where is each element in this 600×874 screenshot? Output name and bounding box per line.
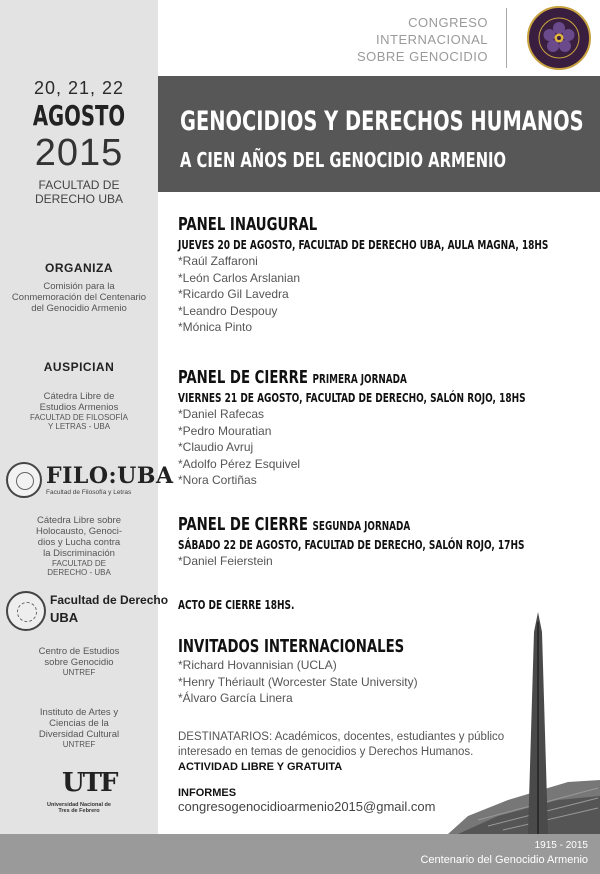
- venue-line: DERECHO UBA: [34, 192, 123, 206]
- instituto-sub: UNTREF: [62, 740, 96, 749]
- informes-label: INFORMES: [178, 787, 237, 799]
- speaker: *Pedro Mouratian: [178, 423, 272, 438]
- derecho-seal-icon: [6, 591, 46, 631]
- acto-de-cierre: ACTO DE CIERRE 18HS.: [178, 597, 295, 612]
- title-banner: [158, 76, 600, 192]
- organiza-line: Comisión para la: [43, 281, 115, 292]
- untref-logo-icon: UTF: [62, 768, 117, 798]
- footer-years: 1915 - 2015: [534, 840, 588, 851]
- actividad-libre: ACTIVIDAD LIBRE Y GRATUITA: [178, 761, 343, 773]
- main-subtitle: A CIEN AÑOS DEL GENOCIDIO ARMENIO: [180, 148, 507, 172]
- untref-label-line: Universidad Nacional de: [47, 802, 111, 808]
- event-venue: [0, 178, 158, 206]
- congreso-line: SOBRE GENOCIDIO: [356, 49, 488, 64]
- panel-details: SÁBADO 22 DE AGOSTO, FACULTAD DE DERECHO, SALÓN ROJO, 17HS: [178, 537, 525, 552]
- speaker: *Ricardo Gil Lavedra: [178, 287, 289, 301]
- catedra-sub: Y LETRAS - UBA: [47, 422, 111, 431]
- instituto-line: Ciencias de la: [49, 718, 109, 729]
- congreso-title: [318, 14, 488, 65]
- derecho-uba: UBA: [50, 610, 79, 625]
- catedra-holocausto: [0, 515, 158, 577]
- organiza-line: Conmemoración del Centenario: [11, 292, 147, 303]
- derecho-uba-logo: [6, 591, 169, 633]
- panel-speakers: [178, 553, 578, 570]
- derecho-name: Facultad de Derecho: [50, 593, 169, 607]
- panel-inaugural: [178, 214, 578, 336]
- instituto-line: Instituto de Artes y: [39, 707, 119, 718]
- memorial-spire-icon: [518, 612, 558, 834]
- panel-title: [178, 514, 506, 535]
- filo-name: FILO:UBA: [46, 463, 174, 489]
- centro-sub: UNTREF: [62, 668, 96, 677]
- catedra-line: Holocausto, Genoci-: [35, 526, 123, 537]
- filo-seal-icon: [6, 462, 42, 498]
- panel-cierre-segunda: [178, 514, 578, 570]
- untref-label-line: Tres de Febrero: [58, 808, 100, 814]
- footer-text: Centenario del Genocidio Armenio: [420, 854, 588, 866]
- congreso-line: INTERNACIONAL: [376, 32, 488, 47]
- filo-uba-logo: [6, 460, 174, 500]
- event-month: AGOSTO: [32, 99, 126, 132]
- centro-line: Centro de Estudios: [38, 646, 120, 657]
- destinatarios-line: DESTINATARIOS: Académicos, docentes, estudiantes y público: [178, 731, 505, 743]
- header-divider: [506, 8, 507, 68]
- speaker: *Daniel Feierstein: [178, 554, 273, 568]
- catedra-line: dios y Lucha contra: [37, 537, 121, 548]
- catedra-line: la Discriminación: [43, 548, 115, 559]
- informes-email[interactable]: congresogenocidioarmenio2015@gmail.com: [178, 799, 436, 814]
- organiza-line: del Genocidio Armenio: [31, 303, 127, 314]
- untref-logo: [62, 768, 117, 798]
- centro-line: sobre Genocidio: [44, 657, 114, 668]
- speaker: *Leandro Despouy: [178, 303, 278, 318]
- untref-label: [0, 802, 158, 814]
- panel-title-sub: SEGUNDA JORNADA: [312, 519, 411, 533]
- speaker: *Adolfo Pérez Esquivel: [178, 456, 301, 471]
- catedra-estudios-armenios: [0, 391, 158, 431]
- panel-title-main: PANEL DE CIERRE: [178, 367, 308, 388]
- speaker: *Álvaro García Linera: [178, 691, 293, 705]
- filo-subtitle: Facultad de Filosofía y Letras: [46, 489, 132, 496]
- destinatarios-line: interesado en temas de genocidios y Derechos Humanos.: [178, 746, 474, 758]
- organiza-heading: ORGANIZA: [45, 261, 113, 275]
- speaker: *Daniel Rafecas: [178, 407, 265, 421]
- speaker: *Raúl Zaffaroni: [178, 254, 258, 268]
- panel-details: JUEVES 20 DE AGOSTO, FACULTAD DE DERECHO UBA, AULA MAGNA, 18HS: [178, 237, 549, 252]
- panel-title: PANEL INAUGURAL: [178, 214, 318, 235]
- panel-title-sub: PRIMERA JORNADA: [312, 372, 407, 386]
- speaker: *Nora Cortiñas: [178, 473, 257, 487]
- catedra-sub: DERECHO - UBA: [47, 568, 111, 577]
- panel-title-main: PANEL DE CIERRE: [178, 514, 308, 535]
- speaker: *Mónica Pinto: [178, 320, 253, 334]
- panel-speakers: [178, 253, 578, 336]
- speaker: *Richard Hovannisian (UCLA): [178, 658, 337, 672]
- speaker: *León Carlos Arslanian: [178, 270, 301, 285]
- footer-bar: [0, 834, 600, 874]
- main-title: GENOCIDIOS Y DERECHOS HUMANOS: [180, 106, 584, 137]
- panel-details: VIERNES 21 DE AGOSTO, FACULTAD DE DERECHO, SALÓN ROJO, 18HS: [178, 390, 526, 405]
- centro-estudios: [0, 646, 158, 677]
- catedra-line: Cátedra Libre de: [43, 391, 115, 402]
- catedra-sub: FACULTAD DE: [52, 559, 106, 568]
- instituto-artes: [0, 707, 158, 749]
- catedra-line: Cátedra Libre sobre: [37, 515, 121, 526]
- panel-speakers: [178, 406, 578, 489]
- forget-me-not-seal-icon: [527, 6, 591, 70]
- event-dates: 20, 21, 22: [33, 78, 125, 98]
- panel-cierre-primera: [178, 367, 578, 489]
- speaker: *Claudio Avruj: [178, 440, 254, 454]
- invitados-title: INVITADOS INTERNACIONALES: [178, 636, 405, 657]
- event-year: 2015: [34, 132, 124, 174]
- instituto-line: Diversidad Cultural: [38, 729, 120, 740]
- speaker: *Henry Thériault (Worcester State University): [178, 674, 418, 689]
- organiza-text: [0, 281, 158, 314]
- catedra-sub: FACULTAD DE FILOSOFÍA: [30, 413, 128, 422]
- venue-line: FACULTAD DE: [38, 178, 120, 192]
- sidebar: [0, 0, 174, 834]
- panel-title: [178, 367, 506, 388]
- congreso-line: CONGRESO: [408, 15, 488, 30]
- auspician-heading: AUSPICIAN: [43, 360, 115, 374]
- catedra-line: Estudios Armenios: [39, 402, 119, 413]
